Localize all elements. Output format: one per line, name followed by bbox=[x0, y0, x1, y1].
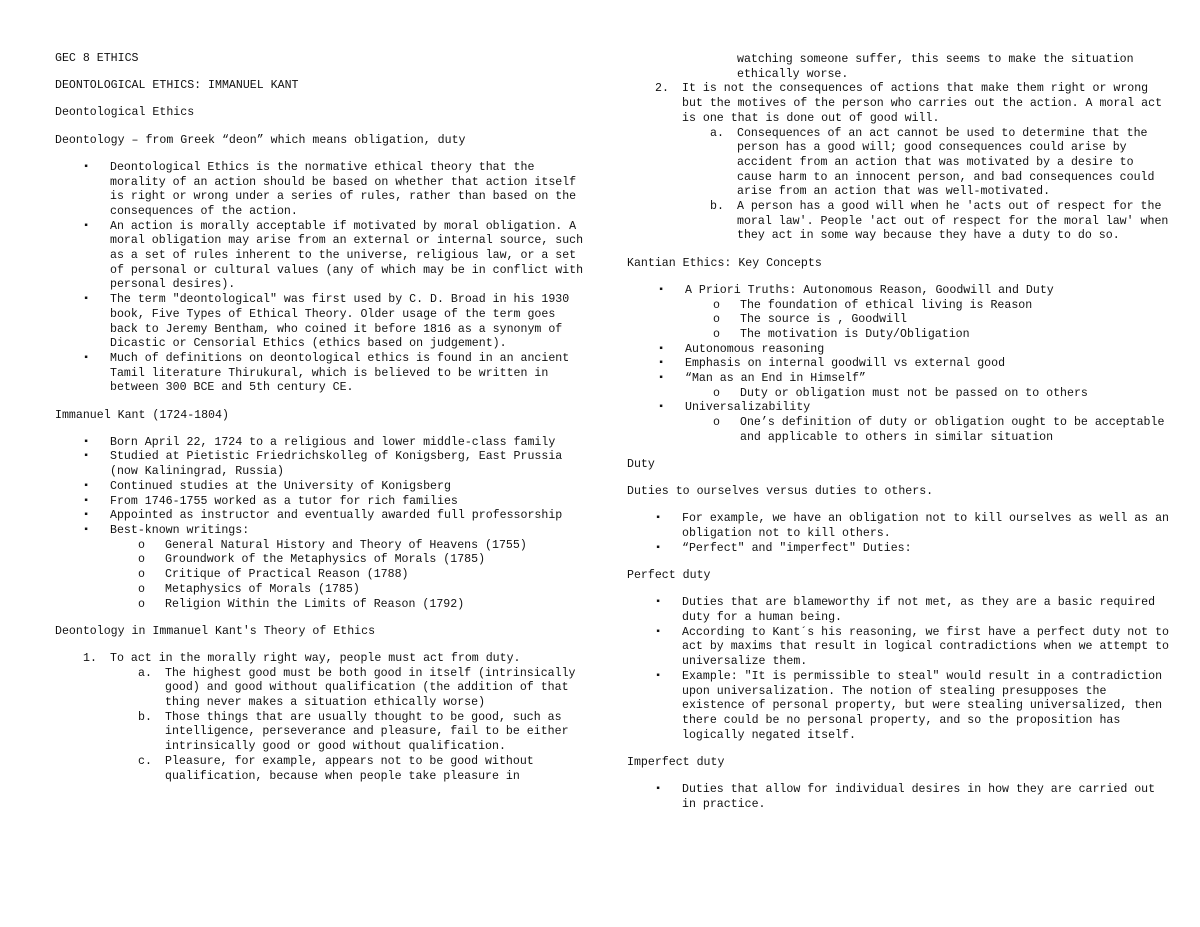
kant-bio-list bbox=[55, 436, 590, 612]
list-item-label: A Priori Truths: Autonomous Reason, Goodwill and Duty bbox=[685, 283, 1054, 297]
sub-list-item: o One’s definition of duty or obligation ought to be acceptable and applicable to others in similar situation bbox=[740, 416, 1172, 445]
list-marker: 2. bbox=[655, 82, 669, 96]
key-concepts-list bbox=[627, 284, 1172, 446]
point2-sublist bbox=[682, 127, 1172, 245]
kc1-sublist bbox=[685, 299, 1172, 343]
list-item: ▪ According to Kant´s his reasoning, we first have a perfect duty not to act by maxims that result in logical contradictions when we attempt to universalize them. bbox=[682, 626, 1172, 670]
sub-list-item bbox=[710, 126, 1172, 201]
sub-list-item bbox=[138, 666, 590, 711]
list-marker: a. bbox=[138, 666, 152, 680]
sub-list-text: The highest good must be both good in itself (intrinsically good) and good without qualification (the addition of that thing never makes a situation ethically worse) bbox=[165, 666, 576, 710]
sub-list-item: o The source is , Goodwill bbox=[740, 313, 1172, 328]
list-item: ▪ Emphasis on internal goodwill vs external good bbox=[685, 357, 1172, 372]
course-title: GEC 8 ETHICS bbox=[55, 52, 139, 65]
list-item: ▪ An action is morally acceptable if motivated by moral obligation. A moral obligation may arise from an external or internal source, such as a set of rules inherent to the universe, religious law, or a set of personal or cultural values (any of which may be in conflict with personal desires). bbox=[110, 220, 590, 294]
list-marker: b. bbox=[710, 200, 724, 214]
list-item: ▪ Appointed as instructor and eventually awarded full professorship bbox=[110, 509, 590, 524]
sub-list-item: o Metaphysics of Morals (1785) bbox=[165, 583, 590, 598]
list-item: ▪ For example, we have an obligation not to kill ourselves as well as an obligation not to kill others. bbox=[682, 512, 1172, 541]
sub-list-text: Those things that are usually thought to be good, such as intelligence, perseverance and pleasure, fail to be either intrinsically good or good without qualification. bbox=[165, 710, 569, 754]
point1-sublist bbox=[110, 667, 590, 785]
list-item bbox=[685, 401, 1172, 445]
right-column bbox=[627, 53, 1172, 812]
section-heading-deontological-ethics: Deontological Ethics bbox=[55, 106, 195, 120]
sub-list-item bbox=[710, 200, 1172, 244]
sub-list-item: o Duty or obligation must not be passed on to others bbox=[740, 387, 1172, 402]
writings-sublist bbox=[110, 539, 590, 613]
sub-list-text: A person has a good will when he 'acts out of respect for the moral law'. People 'act out of respect for the moral law' when they act in some way because they have a duty to do so. bbox=[737, 200, 1169, 243]
list-item bbox=[685, 372, 1172, 401]
list-item-label: “Man as an End in Himself” bbox=[685, 372, 866, 386]
section-heading-imperfect-duty: Imperfect duty bbox=[627, 755, 725, 769]
sub-list-item bbox=[138, 754, 590, 784]
list-item: ▪ Deontological Ethics is the normative ethical theory that the morality of an action should be based on whether that action itself is right or wrong under a series of rules, rather than based on the consequences of the action. bbox=[110, 161, 590, 220]
list-item-label: Best-known writings: bbox=[110, 523, 250, 537]
theory-numbered-list-continued bbox=[627, 82, 1172, 244]
section-heading-duty: Duty bbox=[627, 458, 655, 472]
imperfect-duty-list bbox=[627, 783, 1172, 812]
sub-list-item: o The foundation of ethical living is Reason bbox=[740, 299, 1172, 314]
list-item: ▪ Duties that allow for individual desires in how they are carried out in practice. bbox=[682, 783, 1172, 812]
list-item: ▪ Continued studies at the University of Konigsberg bbox=[110, 480, 590, 495]
list-marker: b. bbox=[138, 710, 152, 724]
list-item: ▪ The term "deontological" was first used by C. D. Broad in his 1930 book, Five Types of Ethical Theory. Older usage of the term goes back to Jeremy Bentham, who coined it before 1816 as a synonym of Dicastic or Censorial Ethics (ethics based on judgement). bbox=[110, 293, 590, 352]
sub-list-item: o General Natural History and Theory of Heavens (1755) bbox=[165, 539, 590, 554]
list-item: ▪ “Perfect" and "imperfect" Duties: bbox=[682, 542, 1172, 557]
section-heading-perfect-duty: Perfect duty bbox=[627, 569, 711, 583]
duty-bullet-list bbox=[627, 512, 1172, 556]
list-marker: 1. bbox=[83, 651, 97, 665]
list-item: ▪ Much of definitions on deontological ethics is found in an ancient Tamil literature Thirukural, which is believed to be written in between 300 BCE and 5th century CE. bbox=[110, 352, 590, 396]
sub-list-item: o Groundwork of the Metaphysics of Morals (1785) bbox=[165, 553, 590, 568]
sub-list-text: Consequences of an act cannot be used to determine that the person has a good will; good consequences could arise by accident from an action that was motivated by a desire to cause harm to an innocent person, and bad consequences could arise from an action that was well-motivated. bbox=[737, 126, 1155, 199]
section-heading-kant: Immanuel Kant (1724-1804) bbox=[55, 408, 229, 422]
sub-list-item bbox=[138, 710, 590, 755]
list-item: ▪ From 1746-1755 worked as a tutor for rich families bbox=[110, 495, 590, 510]
perfect-duty-list bbox=[627, 596, 1172, 743]
list-item: ▪ Studied at Pietistic Friedrichskolleg of Konigsberg, East Prussia (now Kaliningrad, Russia) bbox=[110, 450, 590, 479]
section-heading-key-concepts: Kantian Ethics: Key Concepts bbox=[627, 256, 822, 270]
numbered-item bbox=[83, 651, 590, 784]
deontology-definition: Deontology – from Greek “deon” which means obligation, duty bbox=[55, 133, 466, 147]
theory-numbered-list bbox=[55, 652, 590, 784]
numbered-item-text: To act in the morally right way, people must act from duty. bbox=[110, 651, 521, 665]
sub-list-item: o Religion Within the Limits of Reason (1792) bbox=[165, 598, 590, 613]
list-item bbox=[685, 284, 1172, 343]
sub-list-text: Pleasure, for example, appears not to be good without qualification, because when people take pleasure in bbox=[165, 754, 534, 783]
kc4-sublist bbox=[685, 387, 1172, 402]
continued-text: watching someone suffer, this seems to make the situation ethically worse. bbox=[737, 53, 1134, 81]
numbered-item bbox=[655, 82, 1172, 244]
lesson-title: DEONTOLOGICAL ETHICS: IMMANUEL KANT bbox=[55, 79, 299, 93]
list-item: ▪ Autonomous reasoning bbox=[685, 343, 1172, 358]
list-marker: a. bbox=[710, 126, 724, 140]
list-item: ▪ Duties that are blameworthy if not met, as they are a basic required duty for a human being. bbox=[682, 596, 1172, 625]
list-item: ▪ Born April 22, 1724 to a religious and lower middle-class family bbox=[110, 436, 590, 451]
numbered-item-text: It is not the consequences of actions that make them right or wrong but the motives of the person who carries out the action. A moral act is one that is done out of good will. bbox=[682, 82, 1163, 125]
list-item-label: Universalizability bbox=[685, 401, 811, 415]
list-marker: c. bbox=[138, 754, 152, 768]
list-item: ▪ Example: "It is permissible to steal" would result in a contradiction upon universalization. The notion of stealing presupposes the existence of personal property, but were stealing universalized, then there could be no personal property, and so the proposition has logically negated itself. bbox=[682, 670, 1172, 744]
deontology-bullet-list bbox=[55, 161, 590, 396]
section-heading-kant-theory: Deontology in Immanuel Kant's Theory of Ethics bbox=[55, 624, 376, 638]
duty-intro: Duties to ourselves versus duties to others. bbox=[627, 485, 934, 499]
sub-list-item: o Critique of Practical Reason (1788) bbox=[165, 568, 590, 583]
kc5-sublist bbox=[685, 416, 1172, 445]
left-column bbox=[55, 52, 590, 784]
list-item bbox=[110, 524, 590, 612]
sub-list-item: o The motivation is Duty/Obligation bbox=[740, 328, 1172, 343]
